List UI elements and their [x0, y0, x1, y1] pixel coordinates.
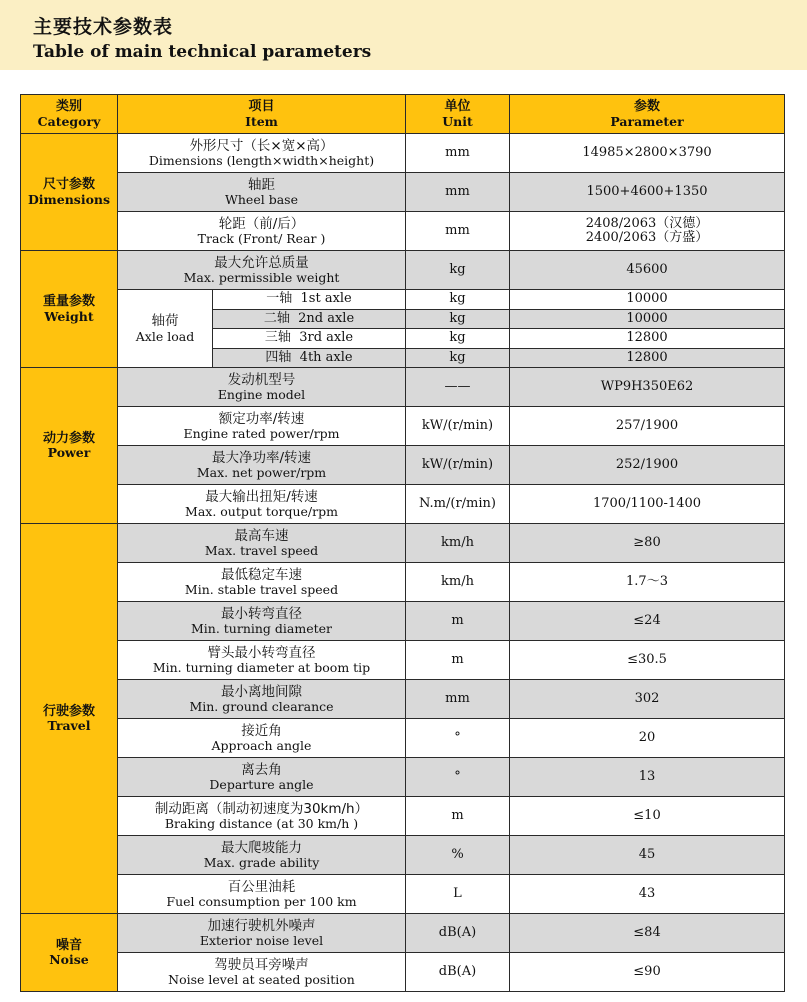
category-dimensions: 尺寸参数 Dimensions — [21, 134, 118, 251]
item-cell: 四轴 4th axle — [213, 348, 406, 368]
axle-load-label: 轴荷 Axle load — [118, 290, 213, 368]
table-row — [21, 290, 785, 310]
value-cell: WP9H350E62 — [510, 368, 785, 407]
value-cell: 20 — [510, 719, 785, 758]
parameters-table — [20, 94, 785, 992]
value-cell: 12800 — [510, 348, 785, 368]
table-row — [21, 602, 785, 641]
table-row — [21, 368, 785, 407]
value-cell: 14985×2800×3790 — [510, 134, 785, 173]
value-cell: ≤10 — [510, 797, 785, 836]
item-cell: 三轴 3rd axle — [213, 329, 406, 349]
unit-cell: ° — [406, 758, 510, 797]
value-cell: ≤84 — [510, 914, 785, 953]
unit-cell: mm — [406, 680, 510, 719]
table-row — [21, 212, 785, 251]
table-row — [21, 563, 785, 602]
item-cell: 驾驶员耳旁噪声 Noise level at seated position — [118, 953, 406, 992]
table-row — [21, 407, 785, 446]
table-row — [21, 524, 785, 563]
item-cell: 发动机型号 Engine model — [118, 368, 406, 407]
value-cell: ≤30.5 — [510, 641, 785, 680]
table-row — [21, 875, 785, 914]
item-cell: 最低稳定车速 Min. stable travel speed — [118, 563, 406, 602]
value-cell: 252/1900 — [510, 446, 785, 485]
table-row — [21, 758, 785, 797]
item-cell: 加速行驶机外噪声 Exterior noise level — [118, 914, 406, 953]
table-row — [21, 134, 785, 173]
value-cell: 43 — [510, 875, 785, 914]
item-cell: 最小离地间隙 Min. ground clearance — [118, 680, 406, 719]
unit-cell: kg — [406, 290, 510, 310]
unit-cell: km/h — [406, 563, 510, 602]
value-cell: 10000 — [510, 309, 785, 329]
category-weight: 重量参数 Weight — [21, 251, 118, 368]
item-cell: 最大输出扭矩/转速 Max. output torque/rpm — [118, 485, 406, 524]
table-row — [21, 446, 785, 485]
table-row — [21, 953, 785, 992]
table-row — [21, 641, 785, 680]
table-row — [21, 680, 785, 719]
unit-cell: kg — [406, 309, 510, 329]
table-row — [21, 836, 785, 875]
item-cell: 最大爬坡能力 Max. grade ability — [118, 836, 406, 875]
value-cell: 13 — [510, 758, 785, 797]
column-header-item: 项目 Item — [118, 95, 406, 134]
unit-cell: kW/(r/min) — [406, 446, 510, 485]
unit-cell: kW/(r/min) — [406, 407, 510, 446]
value-cell: 1.7～3 — [510, 563, 785, 602]
unit-cell: kg — [406, 329, 510, 349]
item-cell: 接近角 Approach angle — [118, 719, 406, 758]
table-row — [21, 173, 785, 212]
unit-cell: kg — [406, 251, 510, 290]
item-cell: 臂头最小转弯直径 Min. turning diameter at boom tip — [118, 641, 406, 680]
page-header — [0, 0, 807, 70]
item-cell: 百公里油耗 Fuel consumption per 100 km — [118, 875, 406, 914]
table-header-row — [21, 95, 785, 134]
unit-cell: % — [406, 836, 510, 875]
value-cell: 302 — [510, 680, 785, 719]
value-cell: 45 — [510, 836, 785, 875]
unit-cell: m — [406, 641, 510, 680]
item-cell: 二轴 2nd axle — [213, 309, 406, 329]
value-cell: ≤24 — [510, 602, 785, 641]
unit-cell: m — [406, 797, 510, 836]
table-row — [21, 797, 785, 836]
value-cell: 10000 — [510, 290, 785, 310]
column-header-parameter: 参数 Parameter — [510, 95, 785, 134]
item-cell: 离去角 Departure angle — [118, 758, 406, 797]
value-cell: 1700/1100-1400 — [510, 485, 785, 524]
value-cell: 12800 — [510, 329, 785, 349]
column-header-category: 类别 Category — [21, 95, 118, 134]
unit-cell: N.m/(r/min) — [406, 485, 510, 524]
value-cell: ≤90 — [510, 953, 785, 992]
item-cell: 最大允许总质量 Max. permissible weight — [118, 251, 406, 290]
item-cell: 额定功率/转速 Engine rated power/rpm — [118, 407, 406, 446]
item-cell: 一轴 1st axle — [213, 290, 406, 310]
column-header-unit: 单位 Unit — [406, 95, 510, 134]
unit-cell: mm — [406, 134, 510, 173]
unit-cell: ° — [406, 719, 510, 758]
category-power: 动力参数 Power — [21, 368, 118, 524]
unit-cell: —— — [406, 368, 510, 407]
item-cell: 最小转弯直径 Min. turning diameter — [118, 602, 406, 641]
unit-cell: mm — [406, 212, 510, 251]
unit-cell: dB(A) — [406, 953, 510, 992]
unit-cell: mm — [406, 173, 510, 212]
unit-cell: kg — [406, 348, 510, 368]
item-cell: 制动距离（制动初速度为30km/h） Braking distance (at 30 km/h ) — [118, 797, 406, 836]
page-title-cn: 主要技术参数表 — [33, 16, 174, 38]
category-travel: 行驶参数 Travel — [21, 524, 118, 914]
unit-cell: L — [406, 875, 510, 914]
item-cell: 轮距（前/后） Track (Front/ Rear ) — [118, 212, 406, 251]
table-row — [21, 251, 785, 290]
page-title-en: Table of main technical parameters — [33, 42, 372, 62]
table-row — [21, 914, 785, 953]
table-row — [21, 719, 785, 758]
unit-cell: m — [406, 602, 510, 641]
table-row — [21, 485, 785, 524]
value-cell: 1500+4600+1350 — [510, 173, 785, 212]
value-cell: 257/1900 — [510, 407, 785, 446]
item-cell: 外形尺寸（长×宽×高） Dimensions (length×width×height) — [118, 134, 406, 173]
value-cell: 45600 — [510, 251, 785, 290]
category-noise: 噪音 Noise — [21, 914, 118, 992]
unit-cell: dB(A) — [406, 914, 510, 953]
value-cell: 2408/2063（汉德） 2400/2063（方盛） — [510, 212, 785, 251]
unit-cell: km/h — [406, 524, 510, 563]
item-cell: 轴距 Wheel base — [118, 173, 406, 212]
item-cell: 最大净功率/转速 Max. net power/rpm — [118, 446, 406, 485]
value-cell: ≥80 — [510, 524, 785, 563]
item-cell: 最高车速 Max. travel speed — [118, 524, 406, 563]
